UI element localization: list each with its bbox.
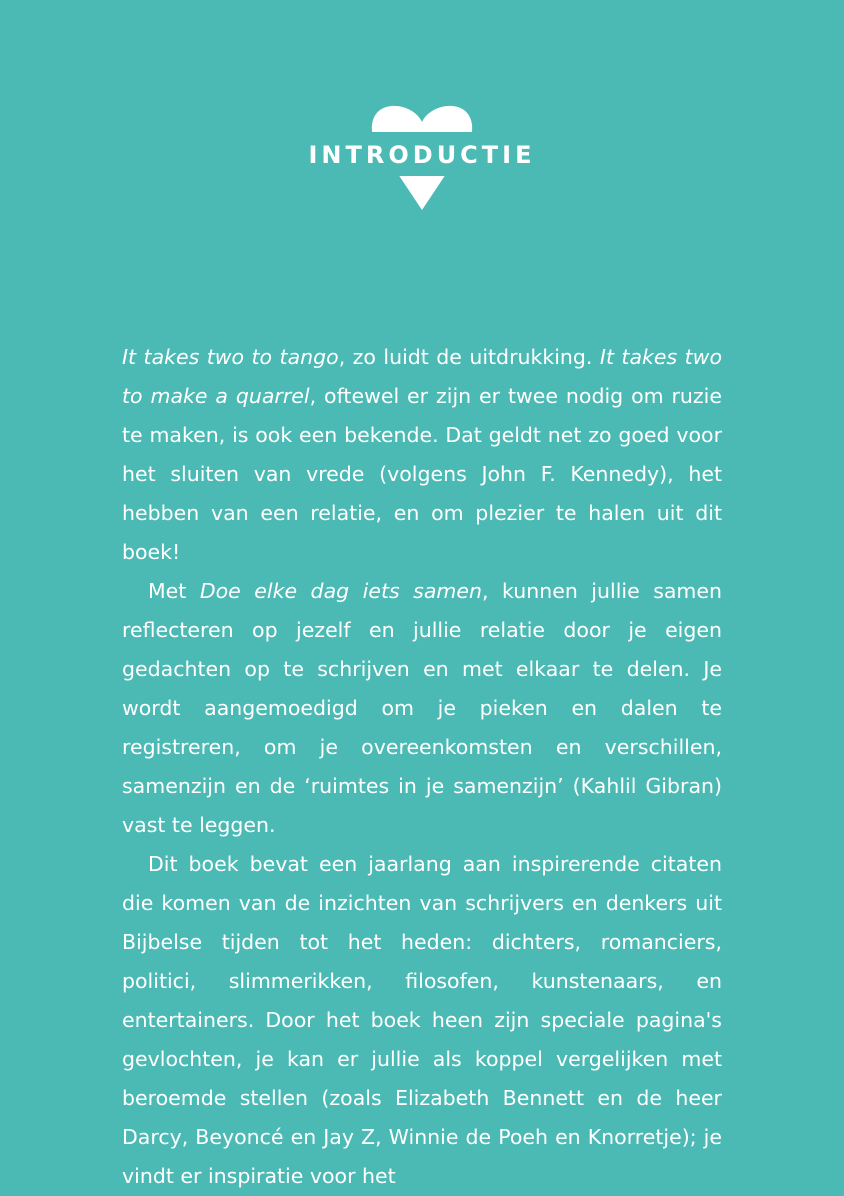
book-title-italic: Doe elke dag iets samen — [199, 579, 482, 603]
italic-phrase: It takes two to make a quarrel — [122, 345, 722, 408]
text-run: Met — [148, 579, 200, 603]
text-run: Dit boek bevat een jaarlang aan inspirerende citaten die komen van de inzichten van schrijvers en denkers uit Bijbelse tijden tot het heden: dichters, romanciers, politici, slimmerikken, filosofen, kunstenaars, en entertainers. Door het boek heen zijn speciale pagina's gevlochten, je kan er jullie als koppel vergelijken met beroemde stellen (zoals Elizabeth Bennett en de heer Darcy, Beyoncé en Jay Z, Winnie de Poeh en Knorretje); je vindt er inspiratie voor het — [122, 852, 722, 1188]
chapter-title: INTRODUCTIE — [308, 141, 536, 169]
paragraph-3 — [122, 845, 722, 1196]
text-run: , oftewel er zijn er twee nodig om ruzie te maken, is ook een bekende. Dat geldt net zo goed voor het sluiten van vrede (volgens John F. Kennedy), het hebben van een relatie, en om plezier te halen uit dit boek! — [122, 384, 722, 564]
paragraph-2 — [122, 572, 722, 845]
text-run: , zo luidt de uitdrukking. — [338, 345, 600, 369]
body-text — [122, 338, 722, 1196]
paragraph-1 — [122, 338, 722, 572]
text-run: , kunnen jullie samen reflecteren op jezelf en jullie relatie door je eigen gedachten op te schrijven en met elkaar te delen. Je wordt aangemoedigd om je pieken en dalen te registreren, om je overeenkomsten en verschillen, samenzijn en de ‘ruimtes in je samenzijn’ (Kahlil Gibran) vast te leggen. — [122, 579, 723, 837]
chapter-header — [0, 100, 844, 212]
italic-phrase: It takes two to tango — [122, 345, 339, 369]
